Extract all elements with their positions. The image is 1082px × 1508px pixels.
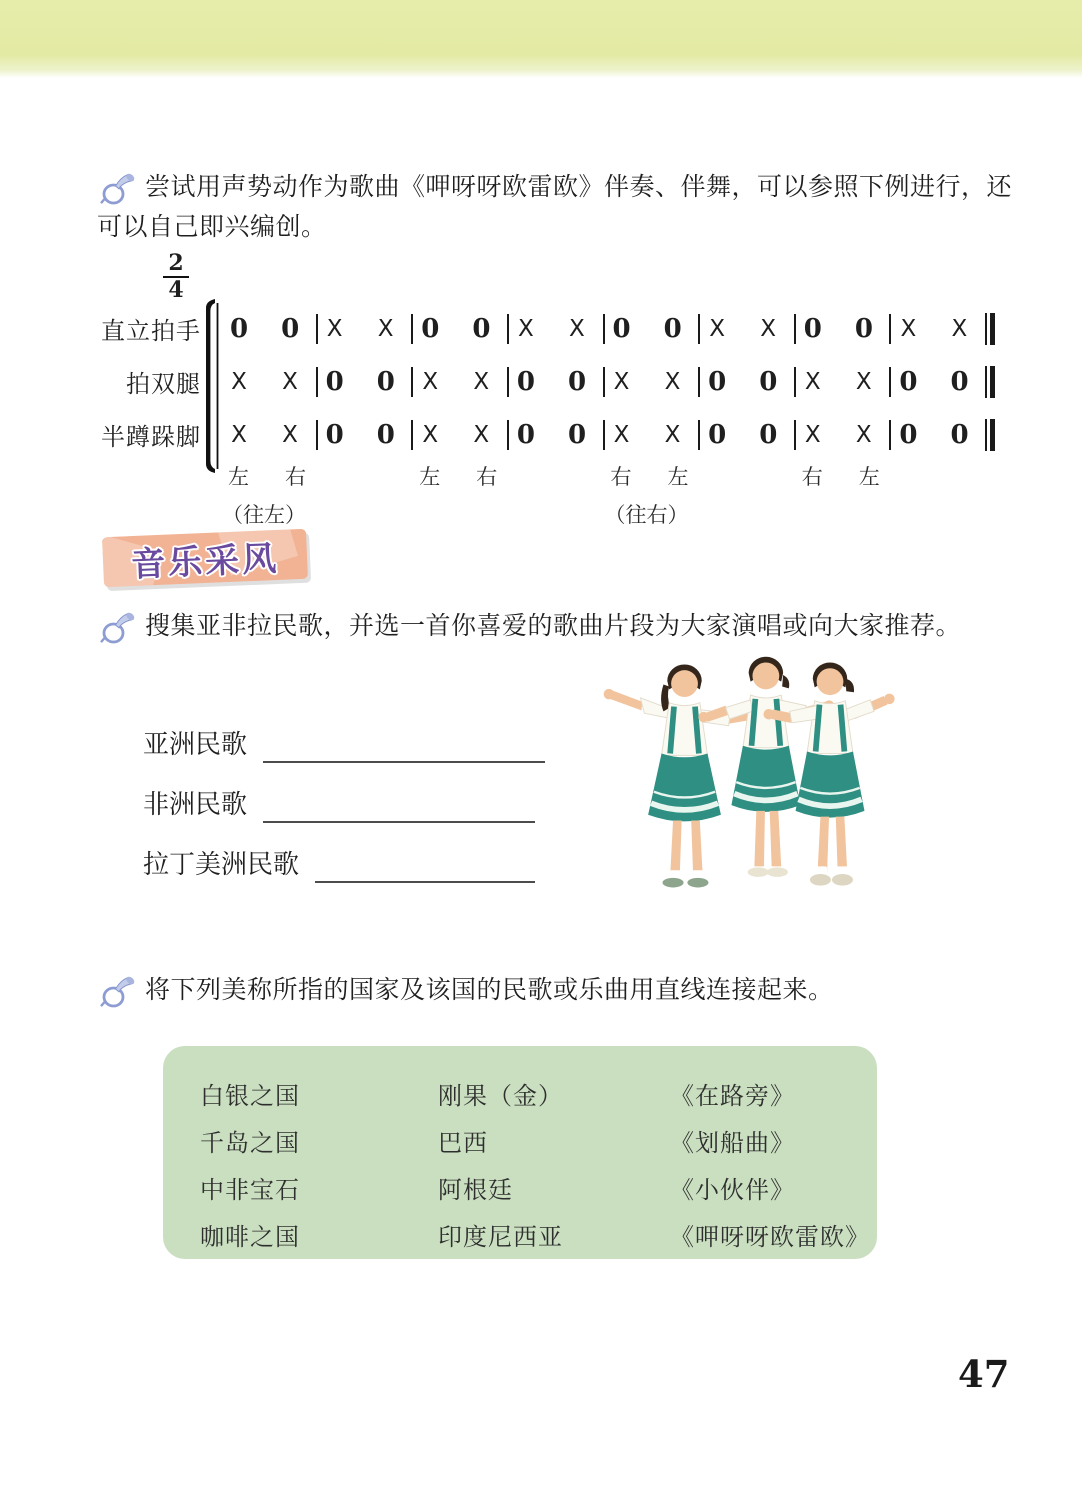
strike-beat: X — [804, 421, 821, 448]
strike-beat: X — [709, 315, 725, 342]
measures — [222, 313, 995, 345]
strike-beat: X — [231, 368, 247, 395]
footwork-cell — [891, 461, 985, 491]
strike-beat: X — [517, 315, 534, 342]
strike-beat: X — [422, 421, 439, 448]
strike-beat: X — [613, 421, 630, 448]
rhythm-notation — [97, 302, 995, 529]
time-signature-numerator: 2 — [163, 252, 189, 278]
fill-in-row — [143, 823, 545, 883]
direction-cell — [605, 499, 699, 529]
rest-beat: 0 — [708, 419, 727, 450]
rest-beat: 0 — [325, 366, 344, 397]
strike-beat: X — [951, 315, 968, 342]
fill-in-blank-line — [263, 731, 545, 763]
footwork-cell — [413, 461, 507, 491]
strike-beat: X — [231, 421, 247, 448]
matching-exercise-box — [163, 1046, 877, 1259]
strike-beat: X — [568, 315, 585, 342]
measure — [413, 422, 507, 448]
rest-beat: 0 — [376, 366, 395, 397]
section-header-title: 音乐采风 — [130, 540, 280, 584]
measure — [891, 420, 985, 450]
rest-beat: 0 — [516, 419, 535, 450]
rest-beat: 0 — [854, 313, 873, 344]
photo-dancing-girls — [596, 652, 908, 925]
strike-beat: X — [855, 421, 872, 448]
rest-beat: 0 — [663, 313, 682, 344]
footwork-row — [222, 461, 995, 491]
fill-in-blank-line — [263, 791, 535, 823]
task1-text-line2: 可以自己即兴编创。 — [97, 214, 327, 241]
direction-cell — [891, 499, 985, 529]
rest-beat: 0 — [612, 313, 631, 344]
rest-beat: 0 — [708, 366, 727, 397]
page-number: 47 — [958, 1352, 1010, 1396]
fill-in-row — [143, 703, 545, 763]
task3-text: 将下列美称所指的国家及该国的民歌或乐曲用直线连接起来。 — [145, 977, 834, 1004]
measure — [796, 369, 890, 395]
direction-cell — [318, 499, 412, 529]
song-item: 《划船曲》 — [670, 1131, 795, 1157]
country-item: 印度尼西亚 — [438, 1225, 563, 1251]
rest-beat: 0 — [803, 313, 822, 344]
foot-label: 右 — [801, 465, 823, 489]
measure — [318, 420, 412, 450]
task2-text: 搜集亚非拉民歌，并选一首你喜爱的歌曲片段为大家演唱或向大家推荐。 — [145, 613, 962, 640]
nickname-item: 中非宝石 — [200, 1178, 300, 1204]
song-item: 《在路旁》 — [670, 1084, 795, 1110]
footwork-cell — [796, 461, 890, 491]
country-item: 巴西 — [438, 1131, 488, 1157]
measure — [509, 367, 603, 397]
measure — [222, 369, 316, 395]
rest-beat: 0 — [325, 419, 344, 450]
direction-cell — [222, 499, 316, 529]
strike-beat: X — [377, 315, 394, 342]
rest-beat: 0 — [567, 366, 587, 397]
direction-note: （往右） — [604, 503, 689, 527]
action-label: 直立拍手 — [101, 319, 201, 345]
measure — [796, 422, 890, 448]
measure — [318, 367, 412, 397]
fill-in-section — [143, 703, 545, 883]
footwork-cell — [509, 461, 603, 491]
rest-beat: 0 — [472, 313, 491, 344]
footwork-cell — [222, 461, 316, 491]
foot-label: 左 — [228, 465, 249, 489]
country-item: 刚果（金） — [438, 1084, 563, 1110]
top-decorative-band — [0, 0, 1082, 78]
time-signature — [163, 252, 189, 302]
section-header — [102, 529, 308, 587]
horn-icon — [99, 973, 137, 1024]
footwork-cell — [318, 461, 412, 491]
measure — [222, 422, 316, 448]
task2 — [97, 607, 1007, 647]
notation-row — [97, 302, 995, 355]
rest-beat: 0 — [281, 313, 300, 344]
notation-row — [97, 408, 995, 461]
rest-beat: 0 — [376, 419, 395, 450]
measure — [891, 367, 985, 397]
foot-label: 右 — [610, 465, 632, 489]
measure — [413, 314, 507, 344]
rest-beat: 0 — [516, 366, 535, 397]
fill-in-label: 亚洲民歌 — [143, 730, 248, 759]
footwork-cell — [605, 461, 699, 491]
horn-icon — [99, 170, 137, 221]
rest-beat: 0 — [950, 366, 969, 397]
measure — [605, 314, 699, 344]
fill-in-label: 拉丁美洲民歌 — [143, 850, 300, 879]
direction-cell — [796, 499, 890, 529]
strike-beat: X — [664, 421, 681, 448]
task1 — [97, 168, 1013, 248]
fill-in-row — [143, 763, 545, 823]
strike-beat: X — [282, 368, 298, 395]
strike-beat: X — [422, 368, 439, 395]
final-barline — [985, 313, 995, 345]
rest-beat: 0 — [759, 419, 778, 450]
strike-beat: X — [760, 315, 776, 342]
measure — [605, 369, 699, 395]
strike-beat: X — [473, 421, 490, 448]
rest-beat: 0 — [899, 366, 918, 397]
final-barline — [985, 419, 995, 451]
measure — [605, 422, 699, 448]
direction-cell — [509, 499, 603, 529]
nickname-item: 咖啡之国 — [200, 1225, 300, 1251]
measure — [700, 420, 794, 450]
measure — [509, 316, 603, 342]
song-item: 《呷呀呀欧雷欧》 — [670, 1225, 870, 1251]
fill-in-label: 非洲民歌 — [143, 790, 248, 819]
measure — [891, 316, 985, 342]
direction-cell — [700, 499, 794, 529]
notation-rows — [97, 302, 995, 461]
strike-beat: X — [855, 368, 872, 395]
notation-row — [97, 355, 995, 408]
strike-beat: X — [900, 315, 917, 342]
action-label: 半蹲跺脚 — [101, 425, 201, 451]
strike-beat: X — [613, 368, 630, 395]
direction-cell — [413, 499, 507, 529]
rest-beat: 0 — [759, 366, 778, 397]
strike-beat: X — [473, 368, 490, 395]
footwork-cell — [700, 461, 794, 491]
rest-beat: 0 — [950, 419, 969, 450]
nickname-item: 千岛之国 — [200, 1131, 300, 1157]
strike-beat: X — [804, 368, 821, 395]
task1-text-line1: 尝试用声势动作为歌曲《呷呀呀欧雷欧》伴奏、伴舞，可以参照下例进行，还 — [145, 174, 1013, 201]
measure — [509, 420, 603, 450]
horn-icon — [99, 609, 137, 660]
system-bracket-icon — [203, 299, 220, 473]
fill-in-blank-line — [315, 851, 535, 883]
time-signature-denominator: 4 — [168, 277, 184, 304]
measures — [222, 366, 995, 398]
foot-label: 左 — [858, 465, 880, 489]
rest-beat: 0 — [567, 419, 587, 450]
measure — [796, 314, 890, 344]
country-item: 阿根廷 — [438, 1178, 513, 1204]
measure — [318, 316, 412, 342]
rest-beat: 0 — [230, 313, 249, 344]
matching-grid — [163, 1046, 877, 1258]
strike-beat: X — [282, 421, 298, 448]
measures — [222, 419, 995, 451]
song-item: 《小伙伴》 — [670, 1178, 795, 1204]
action-label: 拍双腿 — [126, 372, 201, 398]
foot-label: 右 — [476, 465, 498, 489]
nickname-item: 白银之国 — [200, 1084, 300, 1110]
direction-row — [222, 499, 995, 529]
foot-label: 右 — [285, 465, 306, 489]
measure — [222, 314, 316, 344]
strike-beat: X — [326, 315, 343, 342]
measure — [413, 369, 507, 395]
strike-beat: X — [664, 368, 681, 395]
final-barline — [985, 366, 995, 398]
task3 — [97, 971, 1007, 1011]
foot-label: 左 — [667, 465, 689, 489]
measure — [700, 316, 794, 342]
rest-beat: 0 — [899, 419, 918, 450]
rest-beat: 0 — [421, 313, 440, 344]
foot-label: 左 — [419, 465, 441, 489]
direction-note: （往左） — [222, 503, 306, 527]
measure — [700, 367, 794, 397]
